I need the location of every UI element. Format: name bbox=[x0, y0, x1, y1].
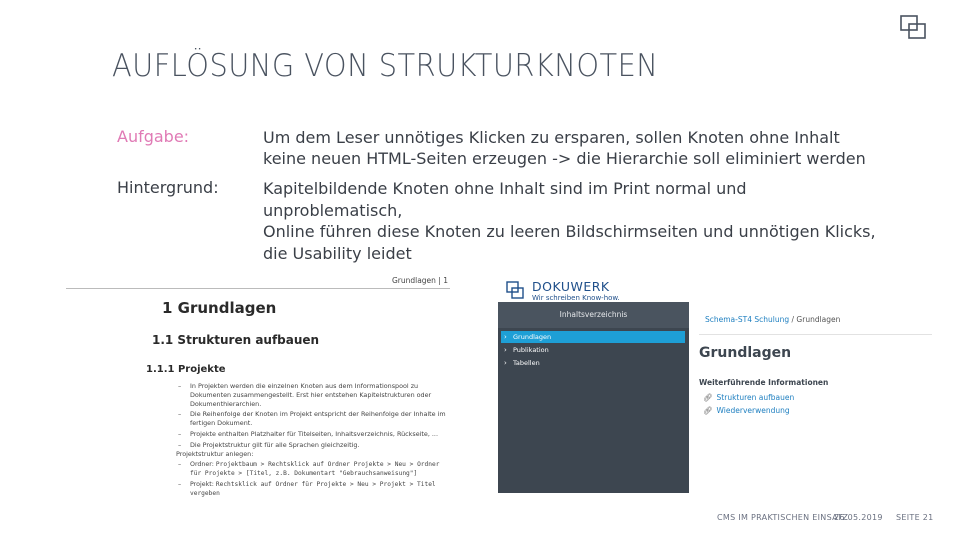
print-heading-2: 1.1 Strukturen aufbauen bbox=[152, 333, 320, 347]
print-step-list bbox=[176, 461, 446, 501]
slide-title: AUFLÖSUNG VON STRUKTURKNOTEN bbox=[112, 48, 659, 84]
toc-item-grundlagen[interactable] bbox=[501, 331, 685, 343]
hintergrund-line-1: Kapitelbildende Knoten ohne Inhalt sind im Print normal und bbox=[263, 179, 747, 198]
content-pane bbox=[689, 302, 932, 493]
print-bullet-list bbox=[176, 382, 446, 452]
print-step bbox=[176, 481, 446, 498]
aufgabe-line-1: Um dem Leser unnötiges Klicken zu ersparen, sollen Knoten ohne Inhalt bbox=[263, 128, 840, 147]
dokuwerk-logo-icon bbox=[506, 281, 524, 299]
brand-name: DOKUWERK bbox=[532, 279, 610, 294]
print-heading-1: 1 Grundlagen bbox=[162, 299, 277, 317]
link-label: Strukturen aufbauen bbox=[716, 393, 795, 402]
hintergrund-label: Hintergrund: bbox=[117, 178, 219, 197]
logo-icon bbox=[900, 15, 926, 39]
print-step-label: Projekt: bbox=[190, 481, 214, 489]
link-strukturen-aufbauen[interactable] bbox=[703, 393, 794, 402]
content-title: Grundlagen bbox=[699, 345, 792, 361]
print-subheading: Projektstruktur anlegen: bbox=[176, 450, 254, 458]
footer-date: 26.05.2019 bbox=[834, 513, 883, 522]
print-step-label: Ordner: bbox=[190, 461, 214, 468]
toc-item-label: Tabellen bbox=[513, 359, 540, 367]
chevron-right-icon: › bbox=[504, 333, 507, 341]
print-step bbox=[176, 461, 446, 478]
print-header-divider bbox=[66, 288, 450, 289]
toc-item-tabellen[interactable] bbox=[501, 357, 685, 369]
aufgabe-line-2: keine neuen HTML-Seiten erzeugen -> die Hierarchie soll eliminiert werden bbox=[263, 149, 866, 168]
link-label: Wiederverwendung bbox=[716, 406, 790, 415]
breadcrumb-link[interactable]: Schema-ST4 Schulung bbox=[705, 315, 790, 324]
chevron-right-icon: › bbox=[504, 359, 507, 367]
online-preview bbox=[498, 273, 932, 493]
print-preview bbox=[66, 270, 450, 520]
aufgabe-label: Aufgabe: bbox=[117, 127, 190, 146]
link-icon: 🔗︎ bbox=[703, 393, 713, 402]
toc-title: Inhaltsverzeichnis bbox=[498, 302, 689, 328]
print-header: Grundlagen | 1 bbox=[391, 276, 448, 285]
brand-tagline: Wir schreiben Know-how. bbox=[532, 294, 620, 302]
print-step-text: Projektbaum > Rechtsklick auf Ordner Projekte > Neu > Ordner für Projekte > [Titel, z.B. Dokumentart "Gebrauchsanweisung"] bbox=[190, 461, 440, 477]
chevron-right-icon: › bbox=[504, 346, 507, 354]
footer-page: SEITE 21 bbox=[896, 513, 934, 522]
print-bullet: – Projekte enthalten Platzhalter für Titelseiten, Inhaltsverzeichnis, Rückseite, ... bbox=[176, 430, 446, 439]
toc-sidebar bbox=[498, 302, 689, 493]
toc-item-publikation[interactable] bbox=[501, 344, 685, 356]
print-step-text: Rechtsklick auf Ordner für Projekte > Neu > Projekt > Titel vergeben bbox=[190, 481, 436, 497]
print-heading-3: 1.1.1 Projekte bbox=[146, 364, 226, 375]
link-wiederverwendung[interactable] bbox=[703, 406, 790, 415]
toc-item-label: Grundlagen bbox=[513, 333, 552, 341]
breadcrumb-current: Grundlagen bbox=[796, 315, 841, 324]
link-icon: 🔗︎ bbox=[703, 406, 713, 415]
print-bullet: – Die Projektstruktur gilt für alle Sprachen gleichzeitig. bbox=[176, 441, 446, 450]
breadcrumb bbox=[705, 315, 840, 324]
print-bullet: – Die Reihenfolge der Knoten im Projekt entspricht der Reihenfolge der Inhalte im fertigen Dokument. bbox=[176, 410, 446, 428]
hintergrund-line-4: die Usability leidet bbox=[263, 243, 412, 263]
breadcrumb-divider bbox=[699, 334, 932, 335]
content-subheading: Weiterführende Informationen bbox=[699, 378, 829, 387]
hintergrund-line-2: unproblematisch, bbox=[263, 200, 403, 220]
hintergrund-line-3: Online führen diese Knoten zu leeren Bildschirmseiten und unnötigen Klicks, bbox=[263, 222, 876, 241]
print-bullet: – In Projekten werden die einzelnen Knoten aus dem Informationspool zu Dokumenten zusammengestellt. Erst hier entstehen Kapitelstrukturen oder Dokumenthierarchien. bbox=[176, 382, 446, 408]
toc-item-label: Publikation bbox=[513, 346, 549, 354]
footer-title: CMS IM PRAKTISCHEN EINSATZ bbox=[717, 513, 849, 522]
breadcrumb-separator: / bbox=[791, 315, 795, 324]
